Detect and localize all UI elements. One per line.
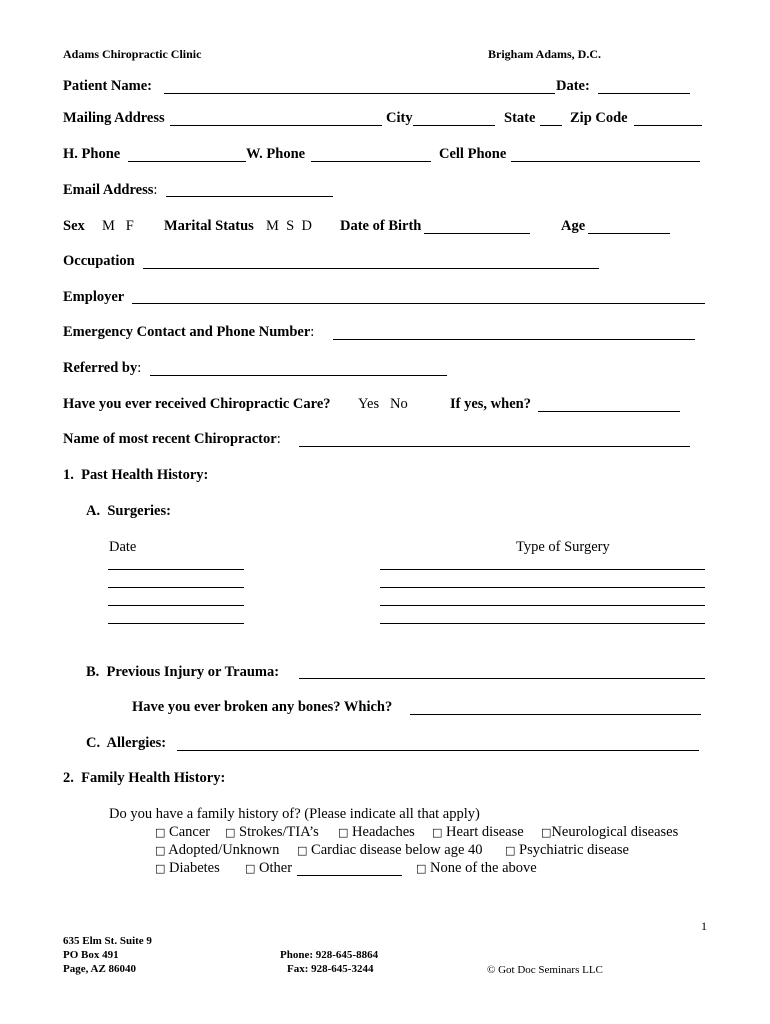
sex-options[interactable]: M F (102, 218, 134, 234)
patient-name-label: Patient Name: (63, 78, 152, 94)
allergies-field[interactable] (177, 750, 699, 751)
footer-phone: Phone: 928-645-8864 (280, 949, 379, 961)
home-phone-label: H. Phone (63, 146, 121, 162)
checkbox-icon[interactable]: □ (297, 844, 308, 857)
chiro-care-question: Have you ever received Chiropractic Care? (63, 396, 331, 412)
page-number: 1 (701, 919, 707, 933)
home-phone-field[interactable] (128, 161, 246, 162)
date-label: Date: (556, 78, 590, 94)
cell-phone-label: Cell Phone (439, 146, 507, 162)
mailing-address-field[interactable] (170, 125, 382, 126)
recent-chiropractor-field[interactable] (299, 446, 690, 447)
date-field[interactable] (598, 93, 690, 94)
checkbox-icon[interactable]: □ (225, 826, 236, 839)
family-option-strokes[interactable]: □ Strokes/TIA’s (225, 824, 319, 840)
surgery-type-field[interactable] (380, 569, 705, 570)
dob-field[interactable] (424, 233, 530, 234)
cell-phone-field[interactable] (511, 161, 700, 162)
surgery-date-field[interactable] (108, 587, 244, 588)
surgery-date-field[interactable] (108, 623, 244, 624)
section-past-health-history: 1. Past Health History: (63, 467, 209, 483)
footer-address-line2: PO Box 491 (63, 949, 119, 961)
broken-bones-field[interactable] (410, 714, 701, 715)
surgery-type-field[interactable] (380, 587, 705, 588)
family-option-cancer[interactable]: □ Cancer (155, 824, 211, 840)
family-option-heart-disease[interactable]: □ Heart disease (432, 824, 524, 840)
if-yes-when-label: If yes, when? (450, 396, 531, 412)
patient-name-field[interactable] (164, 93, 555, 94)
clinic-name: Adams Chiropractic Clinic (63, 47, 202, 61)
emergency-contact-field[interactable] (333, 339, 695, 340)
checkbox-icon[interactable]: □ (338, 826, 349, 839)
surgery-date-field[interactable] (108, 605, 244, 606)
recent-chiropractor-label: Name of most recent Chiropractor (63, 431, 277, 447)
family-option-neurological[interactable]: □Neurological diseases (541, 824, 679, 840)
checkbox-icon[interactable]: □ (155, 862, 166, 875)
family-option-diabetes[interactable]: □ Diabetes (155, 860, 220, 876)
dob-label: Date of Birth (340, 218, 422, 234)
surgery-type-column: Type of Surgery (516, 539, 610, 555)
city-label: City (386, 110, 413, 126)
marital-status-label: Marital Status (164, 218, 254, 234)
mailing-address-label: Mailing Address (63, 110, 165, 126)
section-family-health-history: 2. Family Health History: (63, 770, 226, 786)
footer-address-line3: Page, AZ 86040 (63, 963, 137, 975)
surgeries-heading: A. Surgeries: (86, 503, 171, 519)
surgery-date-column: Date (109, 539, 137, 555)
occupation-label: Occupation (63, 253, 135, 269)
checkbox-icon[interactable]: □ (155, 844, 166, 857)
checkbox-icon[interactable]: □ (541, 826, 552, 839)
age-label: Age (561, 218, 586, 234)
marital-status-options[interactable]: M S D (266, 218, 312, 234)
doctor-name: Brigham Adams, D.C. (488, 47, 602, 61)
injury-trauma-label: B. Previous Injury or Trauma: (86, 664, 280, 680)
work-phone-field[interactable] (311, 161, 431, 162)
footer-address-line1: 635 Elm St. Suite 9 (63, 935, 152, 947)
family-history-question: Do you have a family history of? (Please indicate all that apply) (109, 806, 480, 822)
zip-field[interactable] (634, 125, 702, 126)
surgery-type-field[interactable] (380, 605, 705, 606)
sex-label: Sex (63, 218, 85, 234)
checkbox-icon[interactable]: □ (155, 826, 166, 839)
if-yes-when-field[interactable] (538, 411, 680, 412)
email-field[interactable] (166, 196, 333, 197)
surgery-type-field[interactable] (380, 623, 705, 624)
checkbox-icon[interactable]: □ (416, 862, 427, 875)
work-phone-label: W. Phone (246, 146, 306, 162)
checkbox-icon[interactable]: □ (432, 826, 443, 839)
state-field[interactable] (540, 125, 562, 126)
referred-by-field[interactable] (150, 375, 447, 376)
employer-field[interactable] (132, 303, 705, 304)
emergency-contact-label: Emergency Contact and Phone Number (63, 324, 311, 340)
referred-by-label: Referred by (63, 360, 138, 376)
footer-copyright: © Got Doc Seminars LLC (487, 964, 603, 976)
employer-label: Employer (63, 289, 125, 305)
chiro-care-yes-no[interactable]: Yes No (358, 396, 408, 412)
checkbox-icon[interactable]: □ (245, 862, 256, 875)
family-option-cardiac[interactable]: □ Cardiac disease below age 40 (297, 842, 483, 858)
state-label: State (504, 110, 536, 126)
injury-trauma-field[interactable] (299, 678, 705, 679)
broken-bones-label: Have you ever broken any bones? Which? (132, 699, 393, 715)
family-option-headaches[interactable]: □ Headaches (338, 824, 415, 840)
zip-label: Zip Code (570, 110, 628, 126)
city-field[interactable] (413, 125, 495, 126)
family-option-psychiatric[interactable]: □ Psychiatric disease (505, 842, 629, 858)
family-option-adopted[interactable]: □ Adopted/Unknown (155, 842, 280, 858)
family-option-none[interactable]: □ None of the above (416, 860, 537, 876)
family-other-field[interactable] (297, 875, 402, 876)
surgery-date-field[interactable] (108, 569, 244, 570)
email-label: Email Address (63, 182, 154, 198)
footer-fax: Fax: 928-645-3244 (287, 963, 374, 975)
family-option-other[interactable]: □ Other (245, 860, 293, 876)
occupation-field[interactable] (143, 268, 599, 269)
allergies-label: C. Allergies: (86, 735, 167, 751)
age-field[interactable] (588, 233, 670, 234)
checkbox-icon[interactable]: □ (505, 844, 516, 857)
